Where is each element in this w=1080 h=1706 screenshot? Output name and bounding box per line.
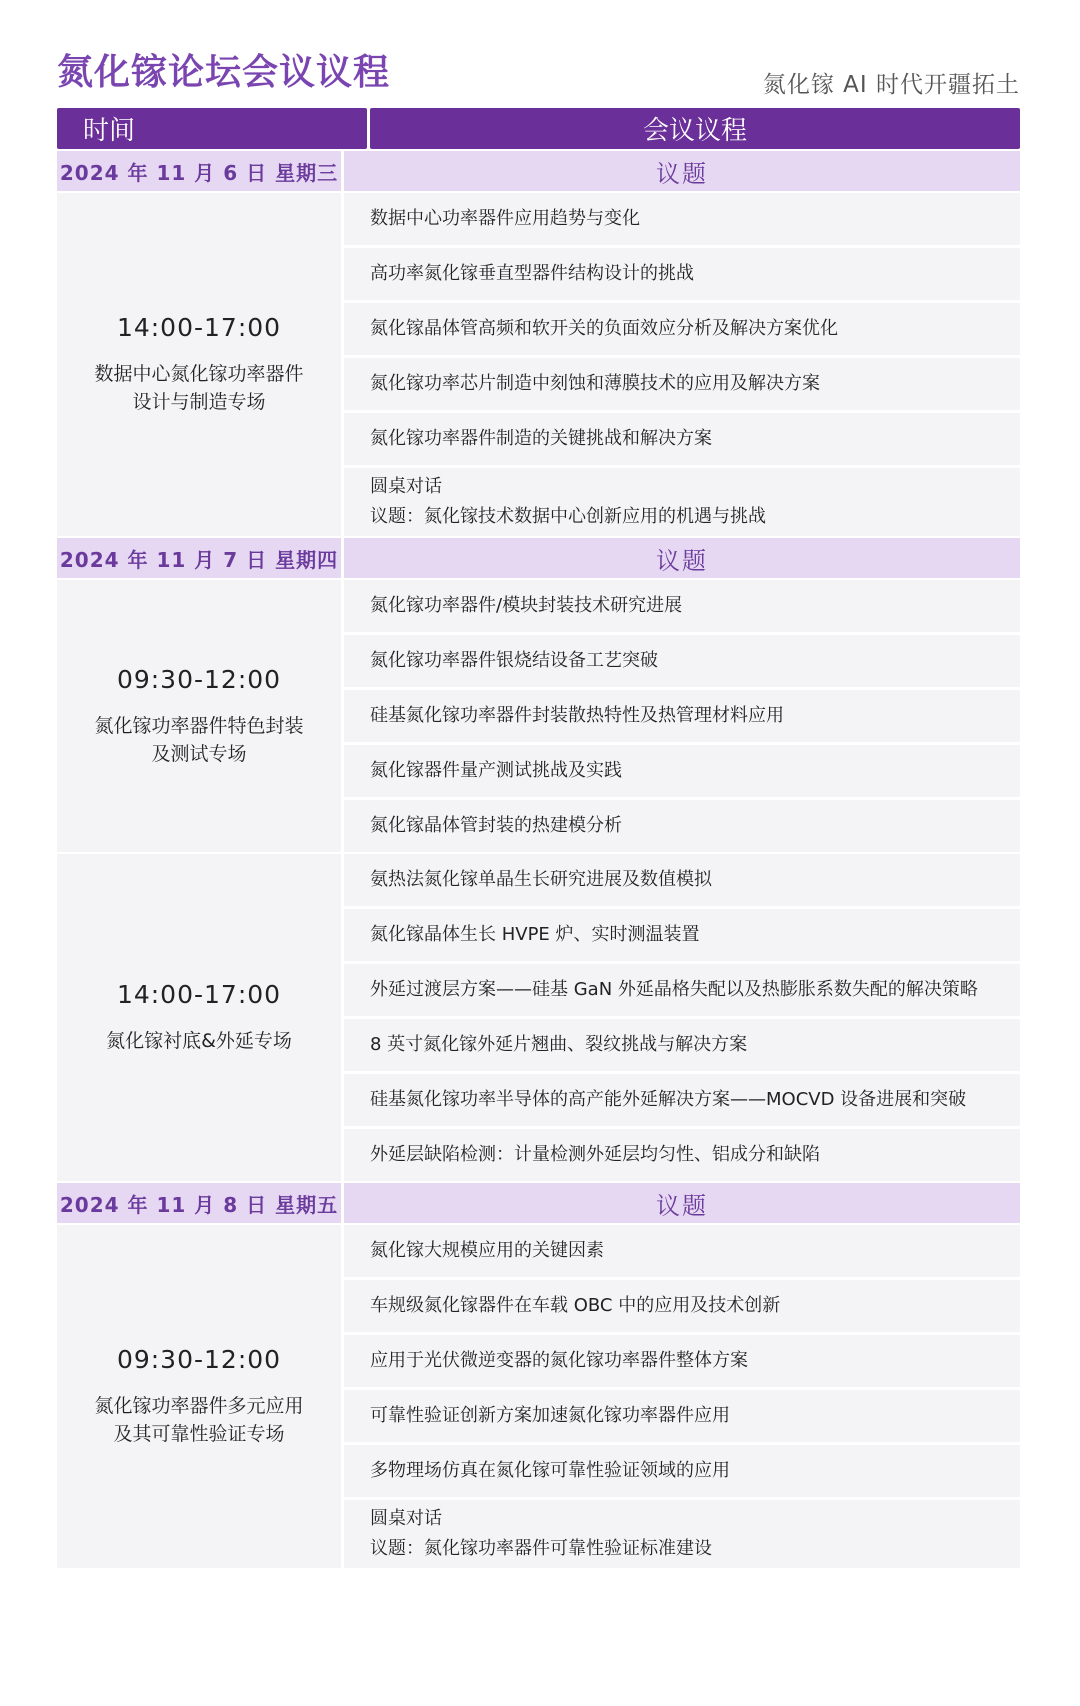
topic-heading: 议题 — [344, 151, 1020, 191]
topic-title: 氨热法氮化镓单晶生长研究进展及数值模拟 — [370, 869, 712, 890]
topic-item — [344, 635, 1020, 687]
topic-item — [344, 1445, 1020, 1497]
session-info — [57, 854, 341, 1181]
topic-title: 外延层缺陷检测：计量检测外延层均匀性、铝成分和缺陷 — [370, 1144, 820, 1165]
session-time: 14:00-17:00 — [116, 980, 282, 1009]
topic-subtitle: 议题：氮化镓技术数据中心创新应用的机遇与挑战 — [370, 506, 766, 527]
header-agenda: 会议议程 — [370, 108, 1020, 149]
topic-title: 圆桌对话 — [370, 1508, 442, 1529]
topic-item — [344, 193, 1020, 245]
date-row — [57, 1183, 1020, 1223]
topic-item — [344, 1500, 1020, 1568]
session-topics — [344, 1225, 1020, 1568]
topic-title: 多物理场仿真在氮化镓可靠性验证领域的应用 — [370, 1460, 730, 1481]
header-time: 时间 — [57, 108, 367, 149]
page-subtitle: 氮化镓 AI 时代开疆拓土 — [762, 72, 1020, 98]
topic-title: 氮化镓功率器件制造的关键挑战和解决方案 — [370, 428, 712, 449]
session-name: 氮化镓功率器件多元应用 及其可靠性验证专场 — [94, 1395, 304, 1445]
topic-item — [344, 248, 1020, 300]
topic-item — [344, 580, 1020, 632]
topic-title: 车规级氮化镓器件在车载 OBC 中的应用及技术创新 — [370, 1295, 781, 1316]
date-row — [57, 538, 1020, 578]
topic-title: 应用于光伏微逆变器的氮化镓功率器件整体方案 — [370, 1350, 748, 1371]
topic-item — [344, 690, 1020, 742]
topic-item — [344, 413, 1020, 465]
session-block — [57, 193, 1020, 536]
topic-item — [344, 854, 1020, 906]
session-block — [57, 1225, 1020, 1568]
agenda-table — [57, 108, 1020, 1570]
topic-item — [344, 964, 1020, 1016]
topic-item — [344, 800, 1020, 852]
topic-title: 氮化镓晶体生长 HVPE 炉、实时测温装置 — [370, 924, 700, 945]
session-info — [57, 580, 341, 852]
topic-title: 氮化镓晶体管高频和软开关的负面效应分析及解决方案优化 — [370, 318, 838, 339]
agenda-days — [57, 151, 1020, 1568]
date-cell: 2024 年 11 月 7 日 星期四 — [57, 538, 341, 578]
topic-title: 高功率氮化镓垂直型器件结构设计的挑战 — [370, 263, 694, 284]
session-topics — [344, 854, 1020, 1181]
date-cell: 2024 年 11 月 8 日 星期五 — [57, 1183, 341, 1223]
table-header — [57, 108, 1020, 149]
topic-title: 氮化镓晶体管封装的热建模分析 — [370, 815, 622, 836]
topic-item — [344, 468, 1020, 536]
topic-heading: 议题 — [344, 538, 1020, 578]
topic-item — [344, 1019, 1020, 1071]
session-name: 氮化镓功率器件特色封装 及测试专场 — [94, 714, 304, 765]
session-info — [57, 193, 341, 536]
topic-title: 数据中心功率器件应用趋势与变化 — [370, 208, 640, 229]
topic-item — [344, 909, 1020, 961]
session-topics — [344, 193, 1020, 536]
topic-title: 氮化镓功率芯片制造中刻蚀和薄膜技术的应用及解决方案 — [370, 373, 820, 394]
topic-subtitle: 议题：氮化镓功率器件可靠性验证标准建设 — [370, 1538, 712, 1559]
session-time: 09:30-12:00 — [116, 1345, 282, 1374]
topic-item — [344, 1129, 1020, 1181]
topic-title: 硅基氮化镓功率器件封装散热特性及热管理材料应用 — [370, 705, 784, 726]
session-block — [57, 854, 1020, 1181]
topic-item — [344, 358, 1020, 410]
topic-title: 可靠性验证创新方案加速氮化镓功率器件应用 — [370, 1405, 730, 1426]
topic-title: 氮化镓器件量产测试挑战及实践 — [370, 760, 622, 781]
session-time: 14:00-17:00 — [116, 313, 282, 342]
topic-item — [344, 1225, 1020, 1277]
session-topics — [344, 580, 1020, 852]
topic-heading: 议题 — [344, 1183, 1020, 1223]
topic-title: 硅基氮化镓功率半导体的高产能外延解决方案——MOCVD 设备进展和突破 — [370, 1089, 967, 1110]
date-row — [57, 151, 1020, 191]
topic-item — [344, 1074, 1020, 1126]
session-block — [57, 580, 1020, 852]
date-cell: 2024 年 11 月 6 日 星期三 — [57, 151, 341, 191]
page-title: 氮化镓论坛会议议程 — [57, 52, 391, 93]
topic-title: 氮化镓大规模应用的关键因素 — [370, 1240, 604, 1261]
topic-item — [344, 1280, 1020, 1332]
topic-item — [344, 1390, 1020, 1442]
topic-title: 外延过渡层方案——硅基 GaN 外延晶格失配以及热膨胀系数失配的解决策略 — [370, 979, 978, 1000]
topic-item — [344, 1335, 1020, 1387]
session-info — [57, 1225, 341, 1568]
topic-title: 圆桌对话 — [370, 476, 442, 497]
topic-item — [344, 745, 1020, 797]
topic-title: 氮化镓功率器件/模块封装技术研究进展 — [370, 595, 683, 616]
session-time: 09:30-12:00 — [116, 664, 282, 694]
topic-title: 氮化镓功率器件银烧结设备工艺突破 — [370, 650, 658, 671]
topic-title: 8 英寸氮化镓外延片翘曲、裂纹挑战与解决方案 — [370, 1034, 748, 1055]
topic-item — [344, 303, 1020, 355]
session-name: 数据中心氮化镓功率器件 设计与制造专场 — [94, 363, 304, 413]
session-name: 氮化镓衬底&外延专场 — [106, 1030, 292, 1052]
